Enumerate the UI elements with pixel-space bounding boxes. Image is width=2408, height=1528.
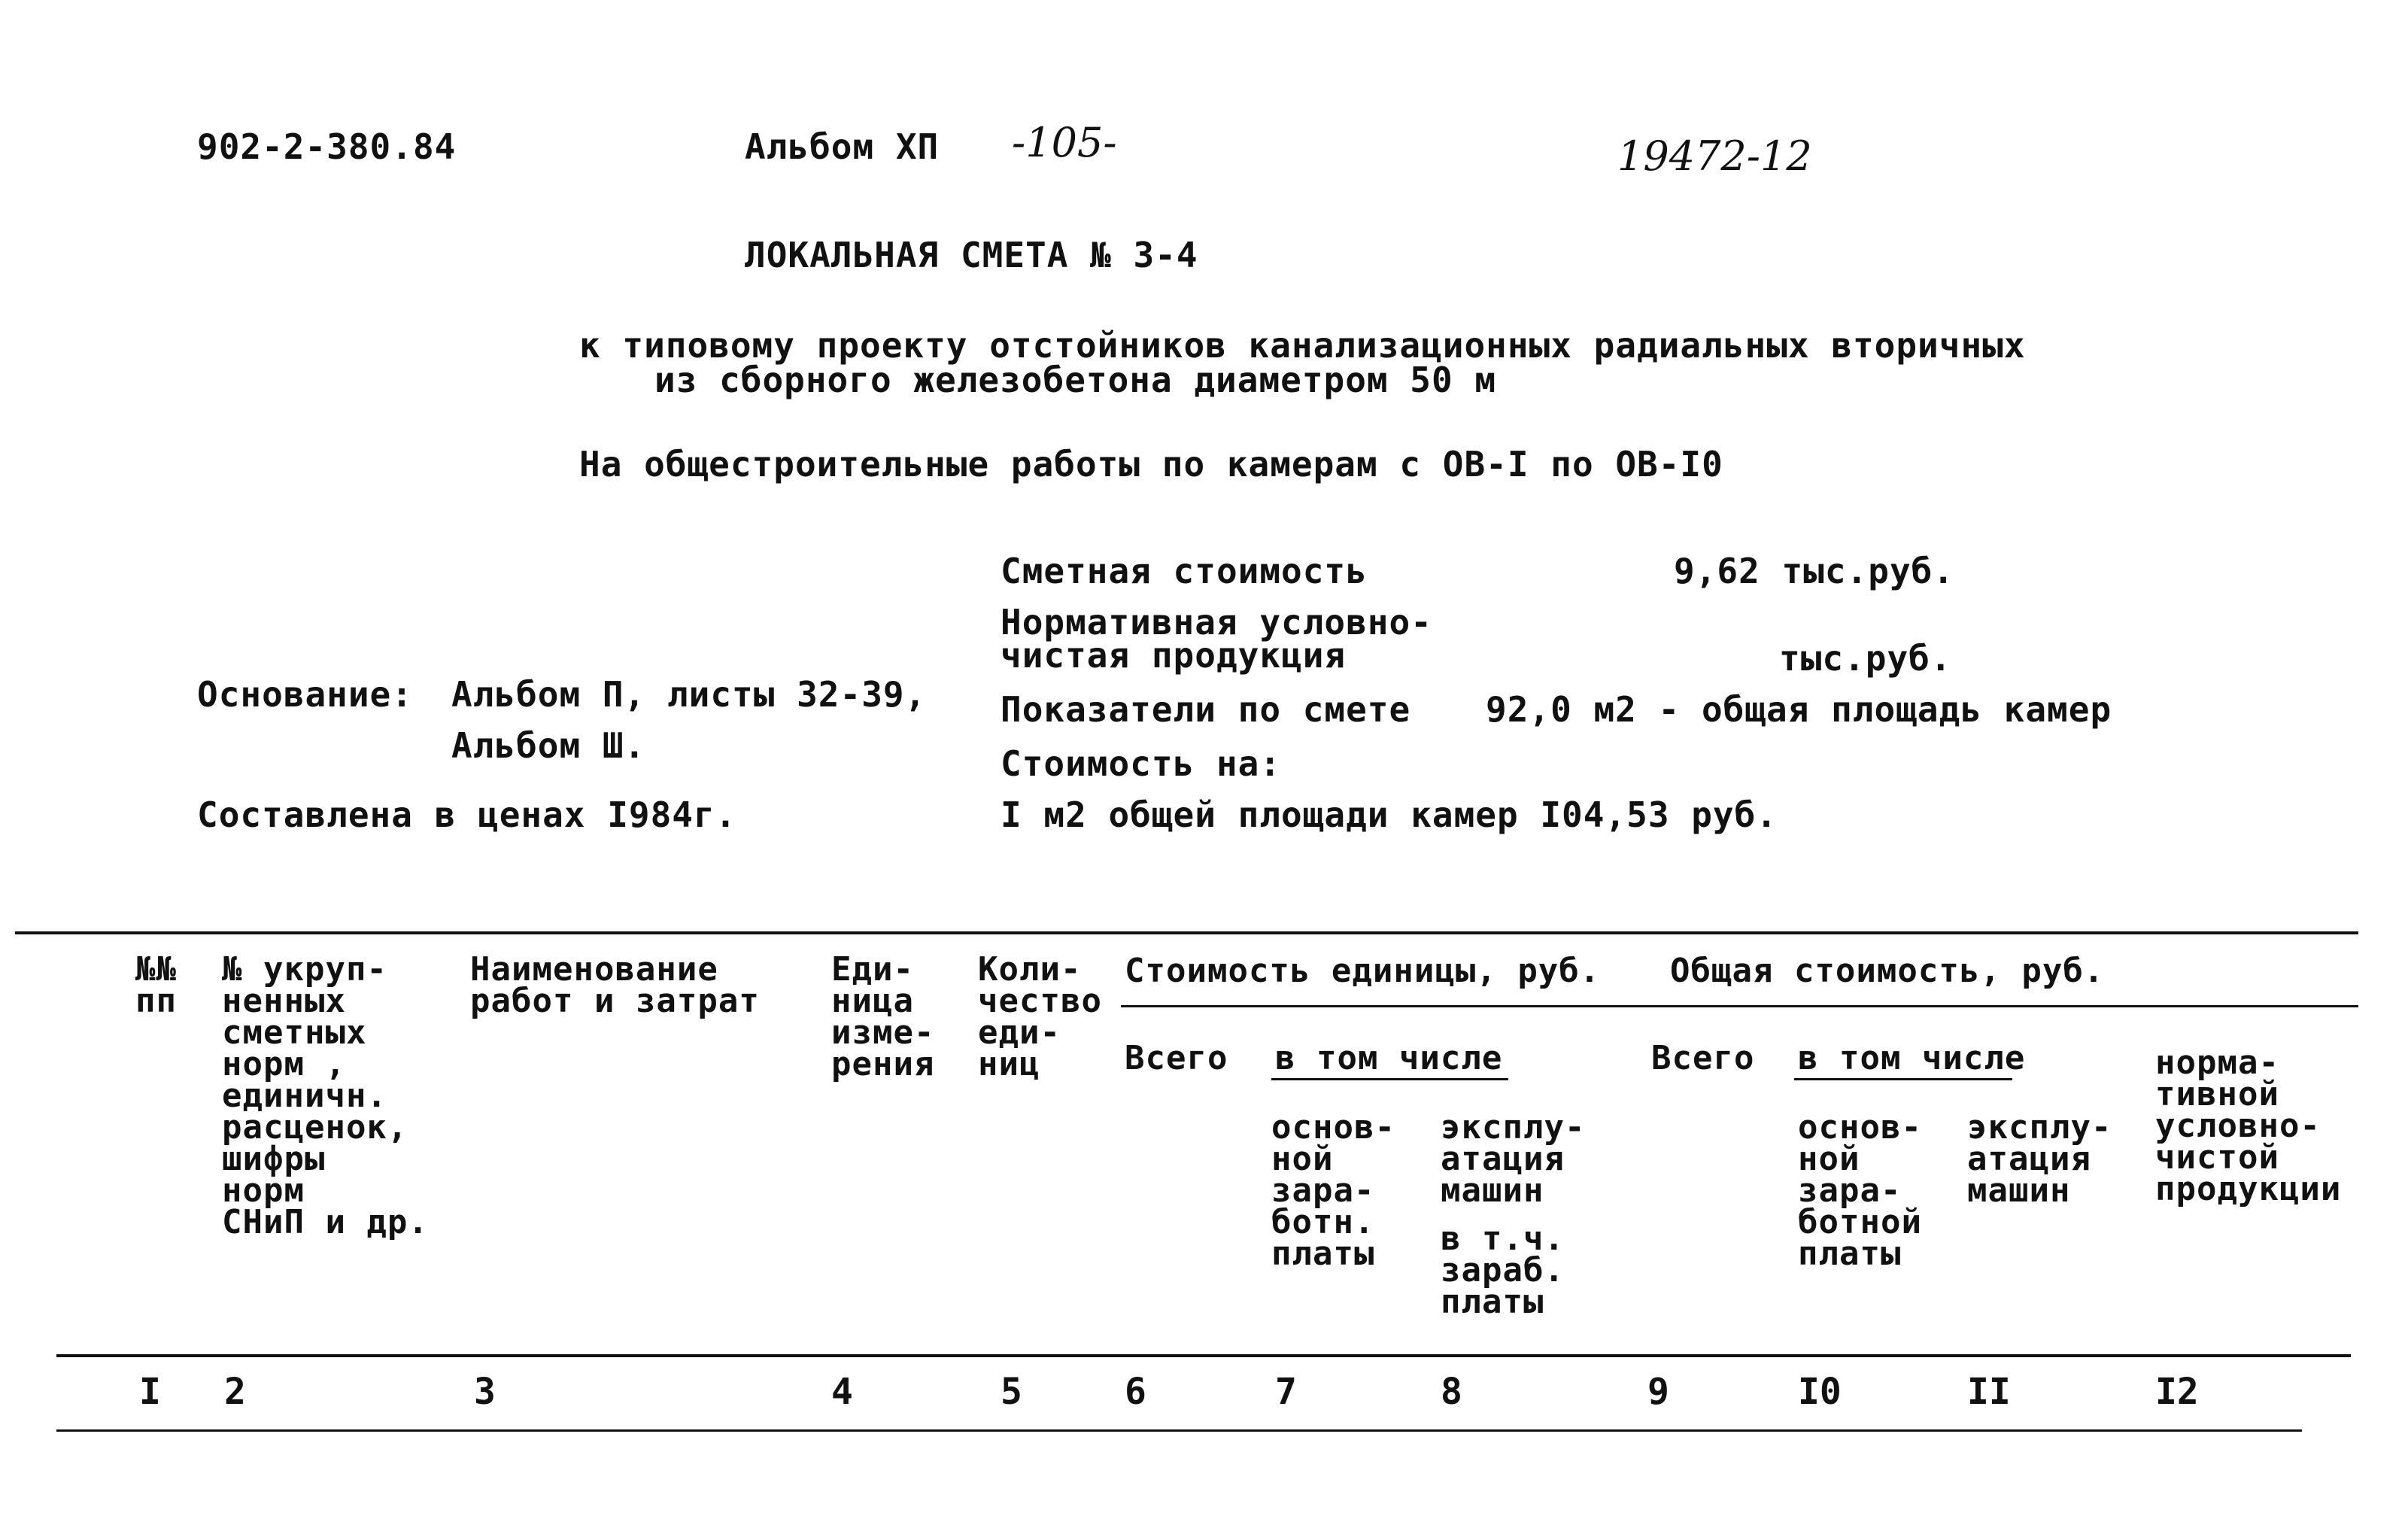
norm-label-2: чистая продукция xyxy=(1001,635,1347,676)
incl-label-a: в том числе xyxy=(1275,1039,1503,1077)
basis-line-2: Альбом Ш. xyxy=(451,725,646,766)
col-number-6: 6 xyxy=(1125,1371,1146,1413)
inventory-number: 19472-12 xyxy=(1617,132,1812,180)
table-bottom-rule xyxy=(56,1429,2302,1432)
doc-code: 902-2-380.84 xyxy=(197,126,457,167)
col8-header: эксплу- атация машин в т.ч. зараб. платы xyxy=(1441,1108,1586,1321)
indicators-value: 92,0 м2 - общая площадь камер xyxy=(1486,689,2112,730)
col-number-3: 3 xyxy=(474,1371,496,1413)
cost-value: 9,62 тыс.руб. xyxy=(1674,551,1955,591)
unit-cost-group-header: Стоимость единицы, руб. xyxy=(1125,952,1601,990)
document-title: ЛОКАЛЬНАЯ СМЕТА № 3-4 xyxy=(745,235,1198,275)
indicators-label: Показатели по смете xyxy=(1001,689,1411,730)
col-number-12: I2 xyxy=(2155,1371,2199,1413)
col-number-10: I0 xyxy=(1798,1371,1842,1413)
group-header-rule xyxy=(1121,1005,2358,1007)
basis-line-1: Альбом П, листы 32-39, xyxy=(451,674,927,715)
title-line-1: к типовому проекту отстойников канализационных радиальных вторичных xyxy=(579,325,2026,366)
col11-header: эксплу- атация машин xyxy=(1967,1108,2112,1210)
price-basis: Составлена в ценах I984г. xyxy=(197,794,737,835)
incl-underline-a xyxy=(1271,1078,1508,1080)
col-number-2: 2 xyxy=(224,1371,246,1413)
col-number-1: I xyxy=(139,1371,161,1413)
col5-header: Коли- чество еди- ниц xyxy=(978,950,1102,1083)
col-number-7: 7 xyxy=(1275,1371,1297,1413)
col-number-8: 8 xyxy=(1441,1371,1462,1413)
basis-label: Основание: xyxy=(197,674,413,715)
norm-label-1: Нормативная условно- xyxy=(1001,602,1432,642)
header-bottom-rule xyxy=(56,1354,2351,1357)
col-number-5: 5 xyxy=(1001,1371,1022,1413)
col12-header: норма- тивной условно- чистой продукции xyxy=(2155,1043,2342,1208)
incl-underline-b xyxy=(1794,1078,2012,1080)
total-cost-group-header: Общая стоимость, руб. xyxy=(1670,952,2105,990)
cost-on-label: Стоимость на: xyxy=(1001,743,1282,784)
cost-label: Сметная стоимость xyxy=(1001,551,1368,591)
col-number-9: 9 xyxy=(1647,1371,1669,1413)
col7-header: основ- ной зара- ботн. платы xyxy=(1271,1108,1395,1273)
table-top-rule xyxy=(15,931,2358,934)
col4-header: Еди- ница изме- рения xyxy=(831,950,935,1083)
album-number: Альбом ХП xyxy=(745,126,940,167)
cost-per-m2: I м2 общей площади камер I04,53 руб. xyxy=(1001,794,1778,835)
col2-header: № укруп- ненных сметных норм , единичн. расценок, шифры норм СНиП и др. xyxy=(222,950,429,1241)
page-number: -105- xyxy=(1012,119,1117,166)
col3-header: Наименование работ и затрат xyxy=(470,950,760,1020)
col9-header: Всего xyxy=(1651,1039,1755,1077)
incl-label-b: в том числе xyxy=(1798,1039,2026,1077)
title-line-2: из сборного железобетона диаметром 50 м xyxy=(654,360,1497,400)
col6-header: Всего xyxy=(1125,1039,1228,1077)
col10-header: основ- ной зара- ботной платы xyxy=(1798,1108,1922,1273)
subtitle: На общестроительные работы по камерам с ОВ-I по ОВ-I0 xyxy=(579,444,1723,485)
col1-header: №№ пп xyxy=(135,950,177,1020)
col-number-11: II xyxy=(1967,1371,2011,1413)
col-number-4: 4 xyxy=(831,1371,853,1413)
norm-unit: тыс.руб. xyxy=(1779,638,1952,679)
